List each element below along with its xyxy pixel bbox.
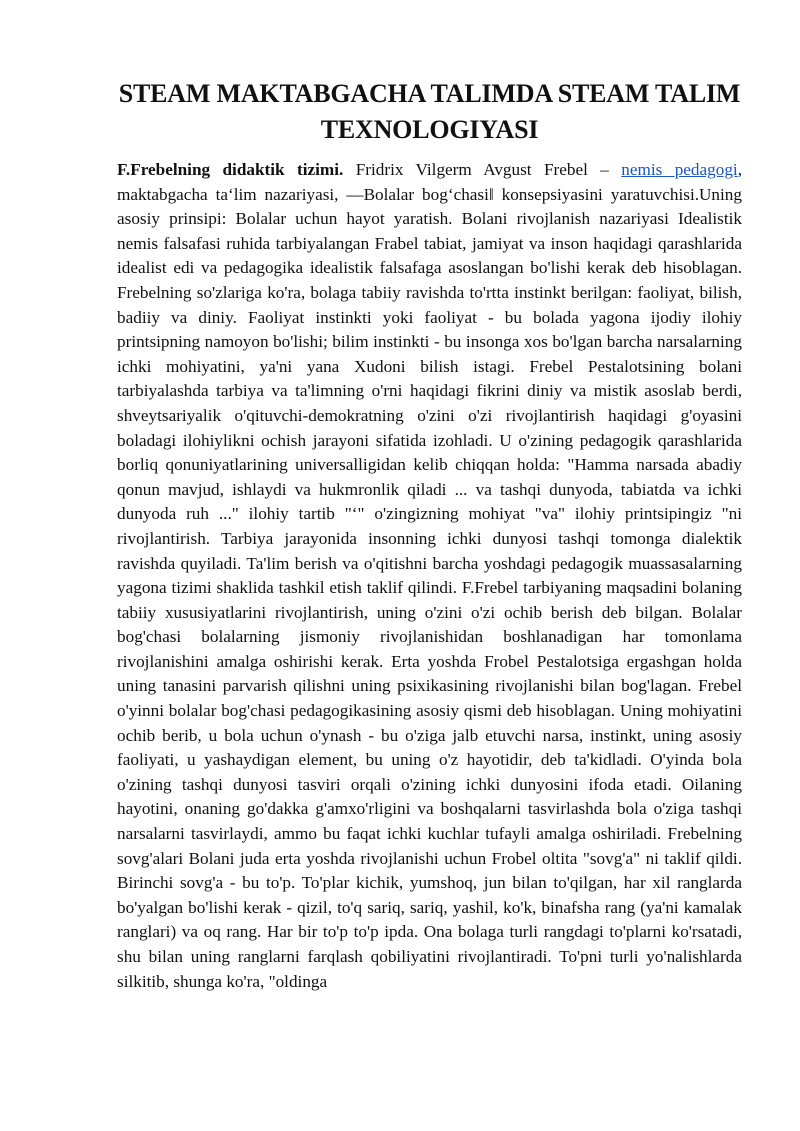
section-lead: F.Frebelning didaktik tizimi. [117,160,344,179]
paragraph-body: , maktabgacha taʻlim nazariyasi, ―Bolalar bogʻchasi‖ konsepsiyasini yaratuvchisi.Uning asosiy prinsipi: Bolalar uchun hayot yaratish. Bolani rivojlanish nazariyasi Idealistik nemis falsafasi ruhida tarbiyalangan Frabel tabiat, jamiyat va inson haqidagi qarashlarida idealist edi va pedagogika idealistik falsafaga asoslangan bo'lishi kerak deb hisoblagan. Frebelning so'zlariga ko'ra, bolaga tabiiy ravishda to'rtta instinkt berilgan: faoliyat, bilish, badiiy va diniy. Faoliyat instinkti yoki faoliyat - bu bolada yagona ijodiy ilohiy printsipning namoyon bo'lishi; bilim instinkti - bu insonga xos bo'lgan barcha narsalarning ichki mohiyatini, ya'ni yana Xudoni bilish istagi. Frebel Pestalotsining bolani tarbiyalashda tarbiya va ta'limning o'rni haqidagi fikrini diniy va mistik asoslab berdi, shveytsariyalik o'qituvchi-demokratning o'zini o'zi rivojlantirish haqidagi g'oyasini boladagi ilohiylikni ochish jarayoni sifatida izohladi. U o'zining pedagogik qarashlarida borliq qonuniyatlarining universalligidan kelib chiqqan holda: "Hamma narsada abadiy qonun mavjud, ishlaydi va hukmronlik qiladi ... va tashqi dunyoda, tabiatda va ichki dunyoda ruh ..." ilohiy tartib "ʻ" o'zingizning mohiyat "va" ilohiy printsipingiz "ni rivojlantirish. Tarbiya jarayonida insonning ichki dunyosi tashqi tomonga dialektik ravishda quyiladi. Ta'lim berish va o'qitishni barcha yoshdagi pedagogik muassasalarning yagona tizimi shaklida tashkil etish taklif qilindi. F.Frebel tarbiyaning maqsadini bolaning tabiiy xususiyatlarini rivojlantirish, uning o'zini o'zi ochib berish deb bilgan. Bolalar bog'chasi bolalarning jismoniy rivojlanishidan boshlanadigan har tomonlama rivojlanishini amalga oshirishi kerak. Erta yoshda Frobel Pestalotsiga ergashgan holda uning tanasini parvarish qilishni uning psixikasining rivojlanishi bilan bog'lagan. Frebel o'yinni bolalar bog'chasi pedagogikasining asosiy qismi deb hisoblagan. Uning mohiyatini ochib berib, u bola uchun o'ynash - bu o'ziga jalb etuvchi narsa, instinkt, uning asosiy faoliyati, u yashaydigan element, bu uning o'z hayotidir, deb ta'kidladi. O'yinda bola o'zining tashqi dunyosi tasviri orqali o'zining ichki dunyosini ifoda etadi. Oilaning hayotini, onaning go'dakka g'amxo'rligini va boshqalarni tasvirlashda bola o'ziga tashqi narsalarni tasvirlaydi, ammo bu faqat ichki kuchlar tufayli amalga oshiriladi. Frebelning sovg'alari Bolani juda erta yoshda rivojlanishi uchun Frobel oltita "sovg'a" ni taklif qildi. Birinchi sovg'a - bu to'p. To'plar kichik, yumshoq, jun bilan to'qilgan, har xil ranglarda bo'yalgan bo'lishi kerak - qizil, to'q sariq, sariq, yashil, ko'k, binafsha rang (ya'ni kamalak ranglari) va oq rang. Har bir to'p to'p ipda. Ona bolaga turli rangdagi to'plarni ko'rsatadi, shu bilan uning ranglarni farqlash qobiliyatini rivojlantiradi. To'pni turli yo'nalishlarda silkitib, shunga ko'ra, "oldinga [117,160,742,991]
paragraph-intro: Fridrix Vilgerm Avgust Frebel – [355,160,609,179]
document-page [117,76,742,994]
document-paragraph [117,158,742,994]
document-title: STEAM MAKTABGACHA TALIMDA STEAM TALIM TEXNOLOGIYASI [118,79,741,144]
nemis-pedagogi-link[interactable]: nemis pedagogi [621,160,738,179]
